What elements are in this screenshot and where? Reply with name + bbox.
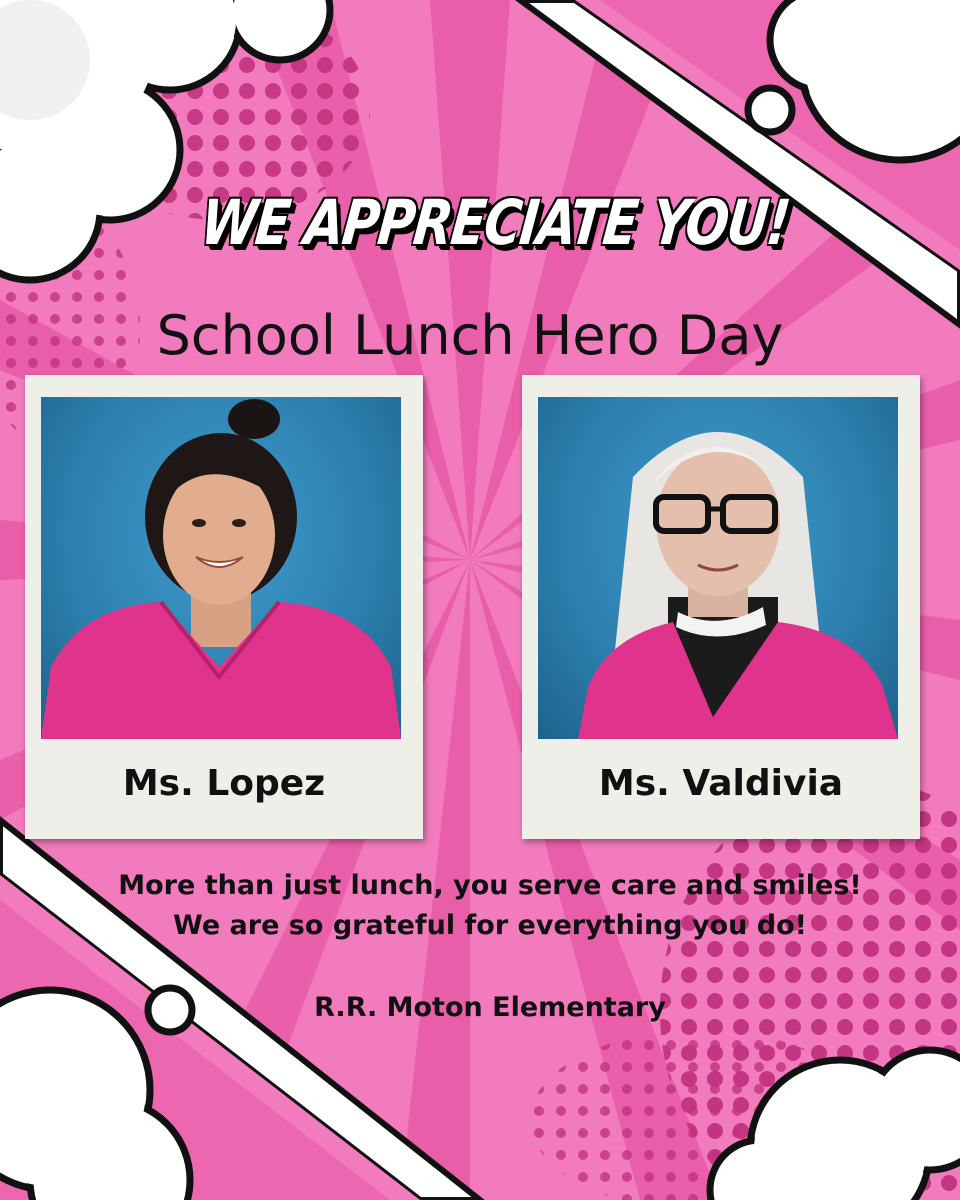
polaroid-frame-lopez	[25, 375, 423, 839]
message-line-2: We are so grateful for everything you do!	[173, 910, 807, 941]
thank-you-message	[0, 866, 960, 946]
school-name: R.R. Moton Elementary	[314, 992, 666, 1023]
hero-name-lopez: Ms. Lopez	[122, 763, 326, 804]
polaroid-frame-valdivia	[522, 375, 920, 839]
headline: WE APPRECIATE YOU!	[197, 186, 793, 259]
hero-name-valdivia: Ms. Valdivia	[598, 763, 844, 804]
message-line-1: More than just lunch, you serve care and smiles!	[118, 870, 862, 901]
portrait-photo	[41, 397, 401, 739]
portrait-photo	[538, 397, 898, 739]
page-title: School Lunch Hero Day	[156, 304, 784, 367]
